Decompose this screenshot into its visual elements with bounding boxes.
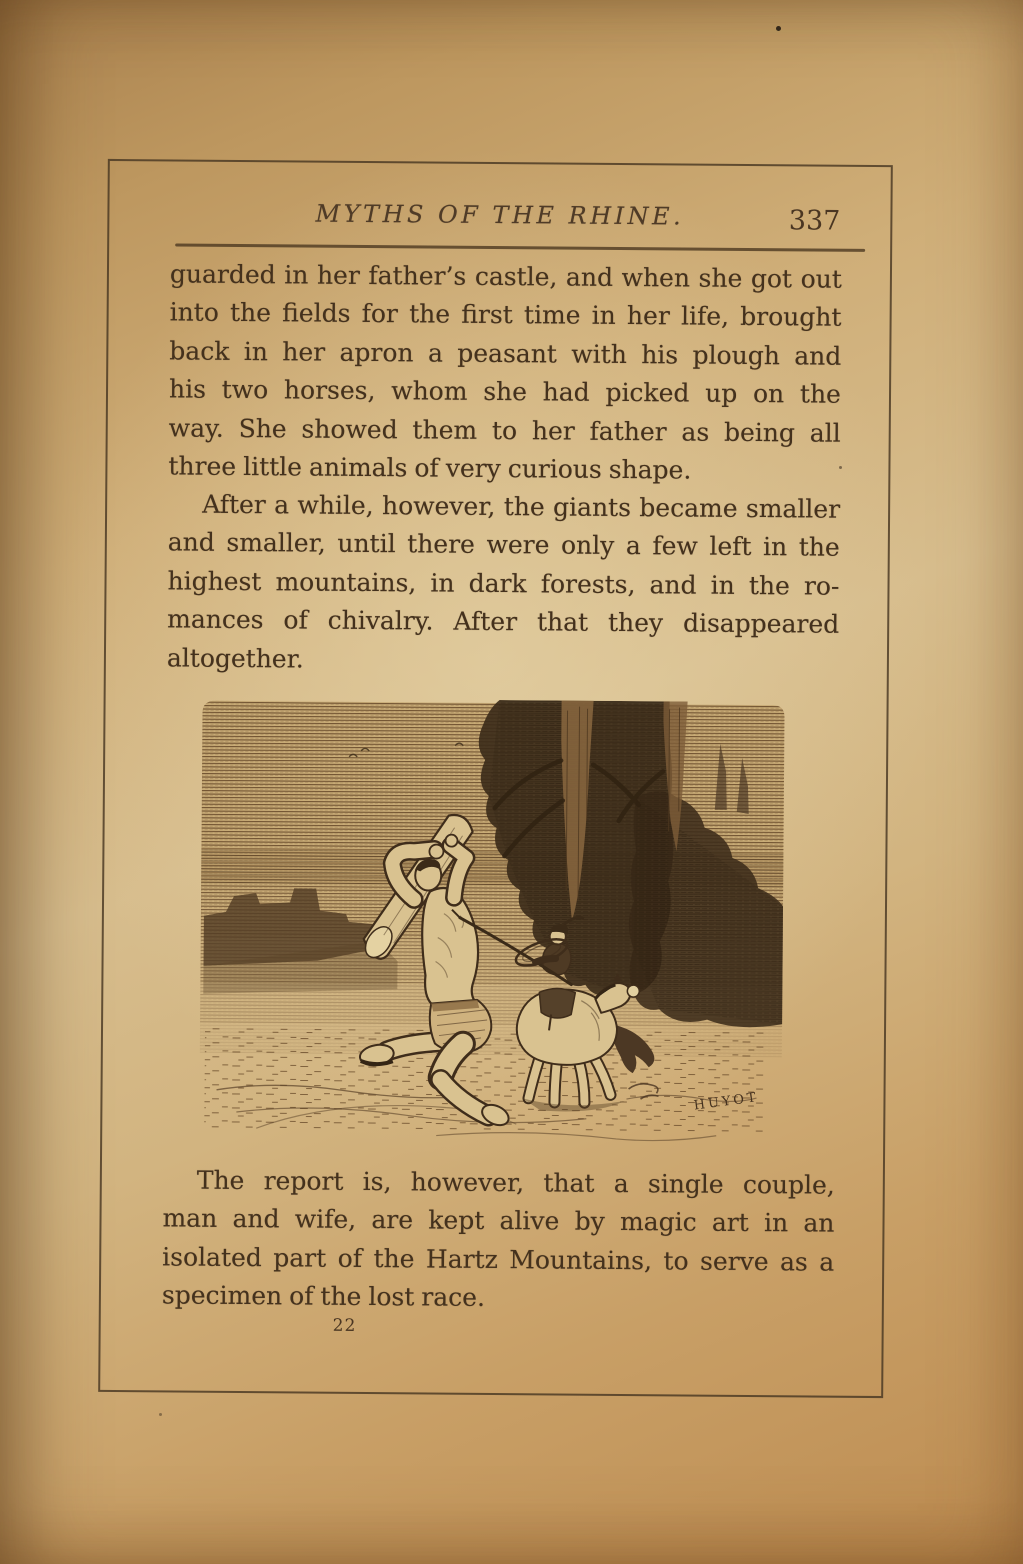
page-number: 337 bbox=[788, 205, 841, 237]
signature-mark: 22 bbox=[332, 1315, 357, 1336]
header-rule bbox=[175, 243, 865, 251]
engraving-svg bbox=[196, 698, 792, 1153]
engraver-signature: HUYOT bbox=[692, 1090, 760, 1114]
illustration-engraving bbox=[196, 698, 792, 1153]
paragraph: After a while, however, the giants became smaller and smaller, until there were only a few left in the highest mountains, in dark forests, and in the ro- mances of chivalry. After that they disappeared altogether. bbox=[166, 489, 841, 674]
running-title: MYTHS OF THE RHINE. bbox=[315, 199, 685, 231]
paragraph: The report is, however, that a single couple, man and wife, are kept alive by magic art in an isolated part of the Hartz Mountains, to serve as a specimen of the lost race. bbox=[161, 1165, 835, 1313]
ink-speck bbox=[159, 1413, 162, 1416]
paragraph: guarded in her father’s castle, and when she got out into the fields for the first time in her life, brought back in her apron a peasant with his plough and his two horses, whom she had picked up on the way. She showed them to her father as being all three little animals of very curious shape. bbox=[168, 259, 842, 485]
ink-speck bbox=[776, 26, 781, 31]
saddle-blanket bbox=[539, 988, 575, 1018]
page-frame-border bbox=[98, 159, 893, 1398]
